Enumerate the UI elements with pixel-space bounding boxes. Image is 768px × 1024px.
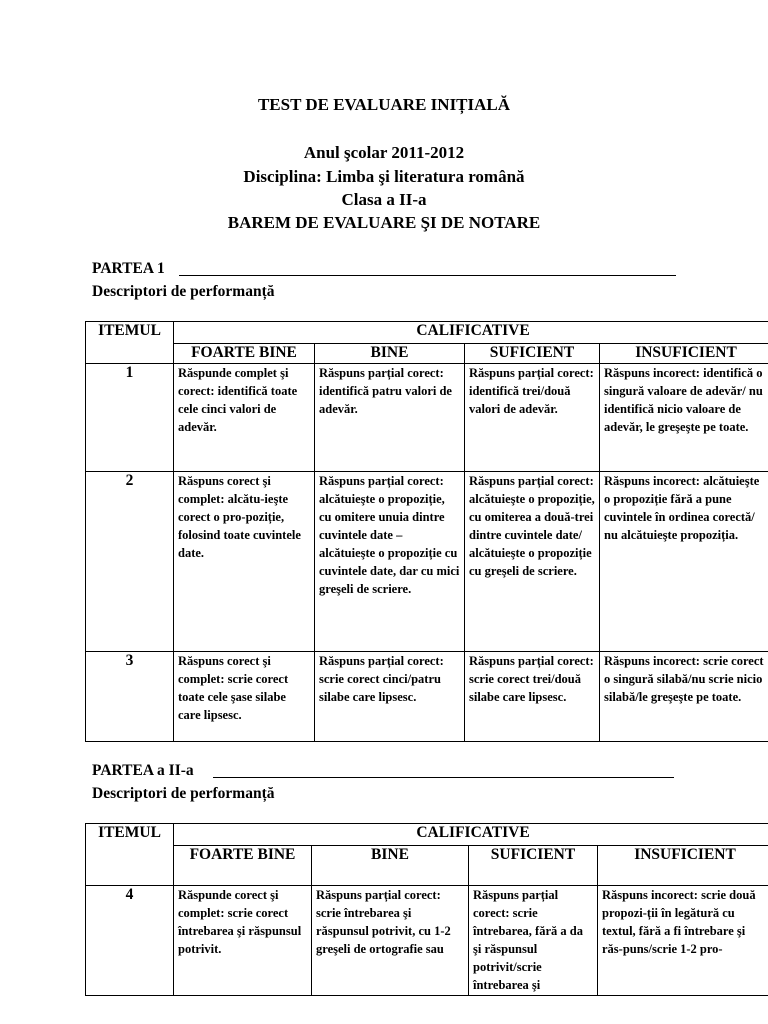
column-header-bine: BINE: [312, 846, 469, 886]
item-number: 2: [86, 472, 174, 652]
descriptor-cell: Răspunde corect şi complet: scrie corect întrebarea şi răspunsul potrivit.: [174, 886, 312, 996]
column-header-foarte-bine: FOARTE BINE: [174, 846, 312, 886]
column-header-insuficient: INSUFICIENT: [598, 846, 768, 886]
part2-underline: [213, 777, 674, 778]
descriptor-cell: Răspuns parțial corect: scrie corect cinci/patru silabe care lipsesc.: [315, 652, 465, 742]
table-row: [86, 886, 768, 996]
descriptor-cell: Răspunde complet şi corect: identifică toate cele cinci valori de adevăr.: [174, 364, 315, 472]
part1-descriptor: Descriptori de performanță: [92, 283, 275, 300]
part2-descriptor: Descriptori de performanță: [92, 785, 275, 802]
descriptor-cell: Răspuns parțial corect: identifică patru valori de adevăr.: [315, 364, 465, 472]
item-number: 1: [86, 364, 174, 472]
item-header: ITEMUL: [86, 824, 174, 886]
item-number: 3: [86, 652, 174, 742]
part1-underline: [179, 275, 676, 276]
barem-title: BAREM DE EVALUARE ŞI DE NOTARE: [227, 213, 541, 232]
descriptor-cell: Răspuns incorect: scrie corect o singură silabă/nu scrie nicio silabă/le greşeşte pe toate.: [600, 652, 768, 742]
part2-heading: PARTEA a II-a: [92, 762, 194, 779]
column-header-suficient: SUFICIENT: [465, 344, 600, 364]
descriptor-cell: Răspuns parțial corect: alcătuieşte o propoziție, cu omitere unuia dintre cuvintele date – alcătuieşte o propoziție cu cuvintele date, dar cu mici greşeli de scriere.: [315, 472, 465, 652]
table-row: [86, 364, 768, 472]
descriptor-cell: Răspuns corect şi complet: scrie corect toate cele şase silabe care lipsesc.: [174, 652, 315, 742]
column-header-foarte-bine: FOARTE BINE: [174, 344, 315, 364]
table-row: [86, 472, 768, 652]
document-title: TEST DE EVALUARE INIȚIALĂ: [257, 95, 511, 114]
column-header-bine: BINE: [315, 344, 465, 364]
part2-table: [85, 823, 768, 996]
descriptor-cell: Răspuns parțial corect: alcătuieşte o propoziție, cu omiterea a două-trei dintre cuvintele date/ alcătuieşte o propoziție cu greşeli de scriere.: [465, 472, 600, 652]
grade: Clasa a II-a: [341, 190, 427, 209]
descriptor-cell: Răspuns incorect: identifică o singură valoare de adevăr/ nu identifică nicio valoare de adevăr, le greşeşte pe toate.: [600, 364, 768, 472]
qualifiers-header: CALIFICATIVE: [174, 824, 768, 846]
column-header-suficient: SUFICIENT: [469, 846, 598, 886]
item-number: 4: [86, 886, 174, 996]
descriptor-cell: Răspuns parțial corect: scrie întrebarea şi răspunsul potrivit, cu 1-2 greşeli de ortografie sau: [312, 886, 469, 996]
descriptor-cell: Răspuns corect şi complet: alcătu-ieşte corect o pro-poziție, folosind toate cuvintele date.: [174, 472, 315, 652]
column-header-insuficient: INSUFICIENT: [600, 344, 768, 364]
part1-heading: PARTEA 1: [92, 260, 165, 277]
descriptor-cell: Răspuns parțial corect: scrie corect trei/două silabe care lipsesc.: [465, 652, 600, 742]
discipline: Disciplina: Limba şi literatura română: [243, 167, 525, 186]
school-year: Anul şcolar 2011-2012: [303, 143, 465, 162]
part1-table: [85, 321, 768, 742]
descriptor-cell: Răspuns parțial corect: identifică trei/două valori de adevăr.: [465, 364, 600, 472]
descriptor-cell: Răspuns parțial corect: scrie întrebarea, fără a da şi răspunsul potrivit/scrie întrebarea şi: [469, 886, 598, 996]
descriptor-cell: Răspuns incorect: scrie două propozi-ții în legătură cu textul, fără a fi întrebare şi răs-puns/scrie 1-2 pro-: [598, 886, 768, 996]
descriptor-cell: Răspuns incorect: alcătuieşte o propoziție fără a pune cuvintele în ordinea corectă/ nu alcătuieşte propoziția.: [600, 472, 768, 652]
table-row: [86, 652, 768, 742]
qualifiers-header: CALIFICATIVE: [174, 322, 768, 344]
item-header: ITEMUL: [86, 322, 174, 364]
